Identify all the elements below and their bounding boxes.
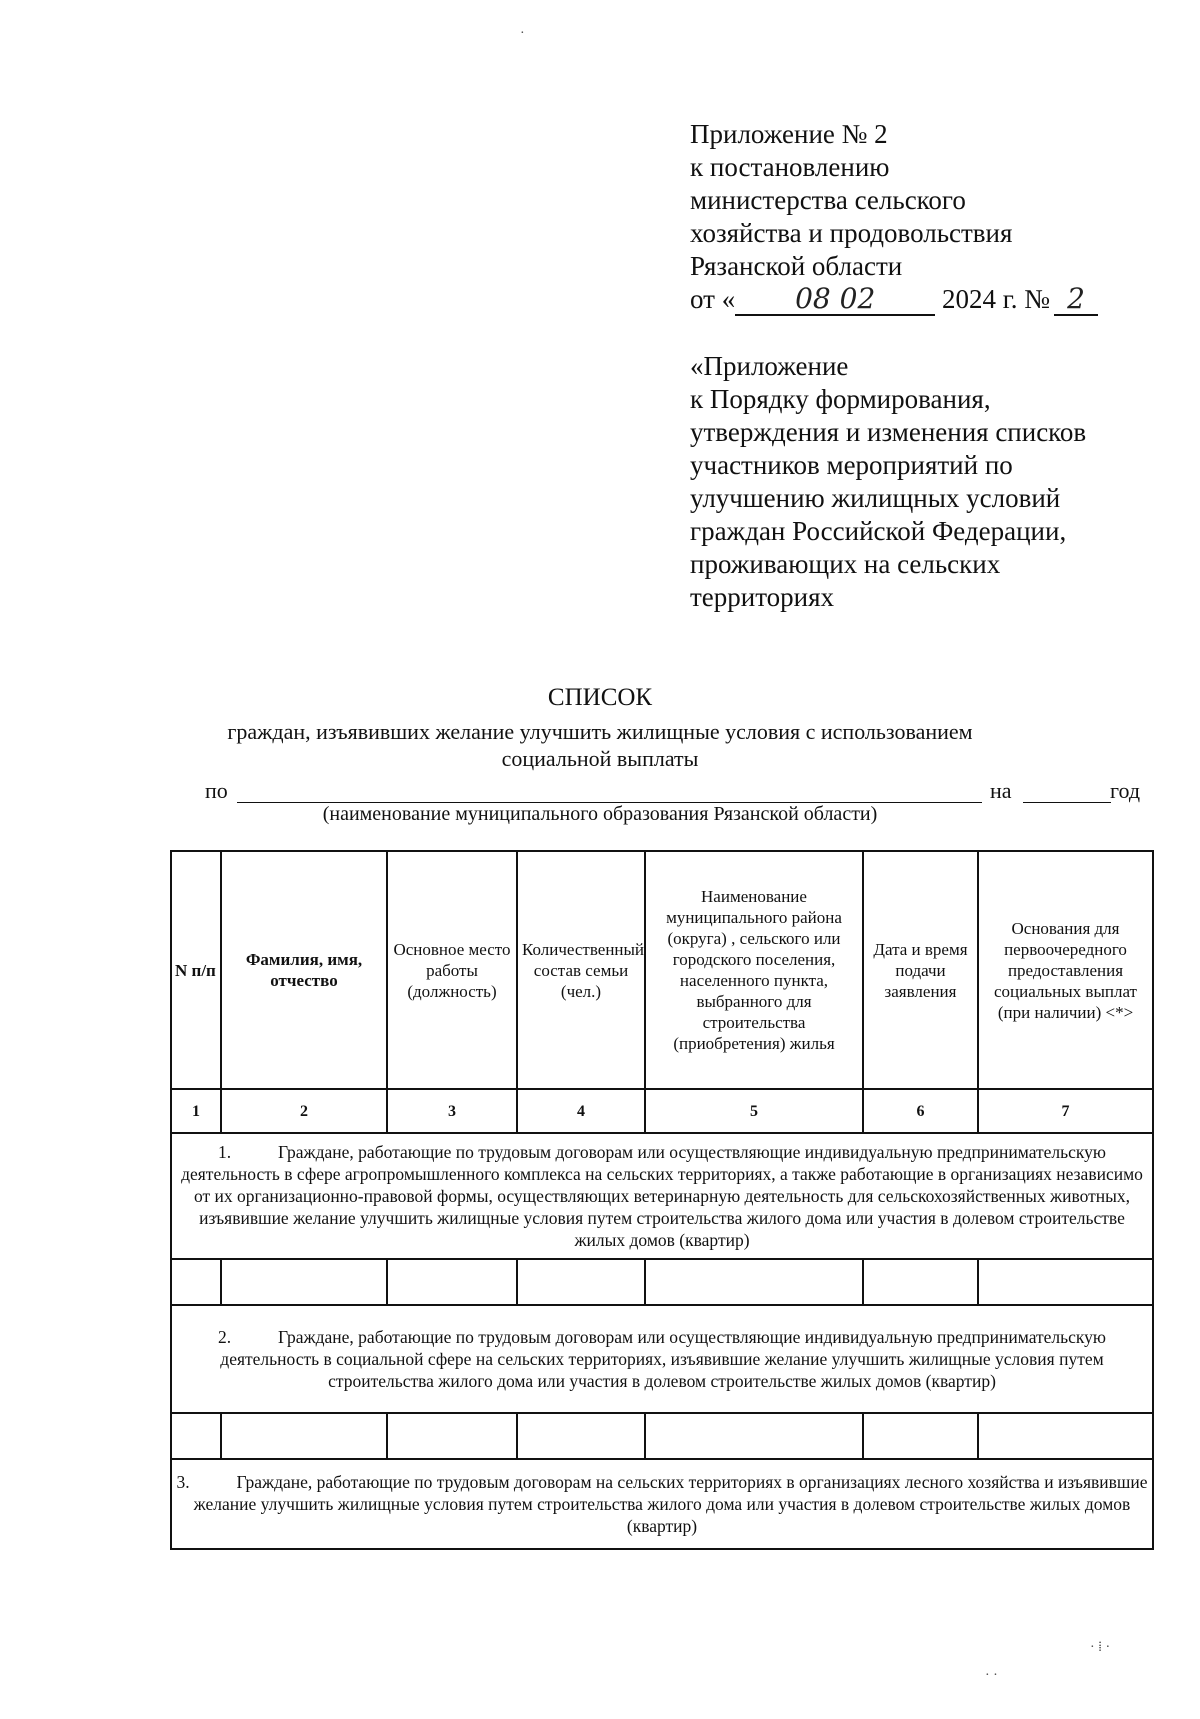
column-number: 7 [978,1089,1153,1133]
year-text: 2024 г. № [941,284,1050,314]
na-label: на [990,778,1012,803]
citizens-list-table [170,850,1154,1550]
section-number: 3. [176,1472,190,1492]
column-number: 2 [221,1089,387,1133]
empty-cell [863,1413,978,1459]
header-cell: Количественный состав семьи (чел.) [517,851,645,1089]
column-number: 5 [645,1089,863,1133]
section-text: Граждане, работающие по трудовым договорам или осуществляющие индивидуальную предпринимательскую деятельность в социальной сфере на сельских территориях, изъявившие желание улучшить жилищные условия путем строительства жилого дома или участия в долевом строительстве жилых домов (квартир) [220,1327,1106,1391]
date-field [735,284,935,316]
header-cell: Дата и время подачи заявления [863,851,978,1089]
header-cell: Основания для первоочередного предоставления социальных выплат (при наличии) <*> [978,851,1153,1089]
order-line-2: к Порядку формирования, [690,384,991,414]
order-line-8: территориях [690,582,835,612]
po-label: по [205,778,228,803]
scan-speck: · · [985,1668,998,1683]
section-row-2 [171,1305,1153,1413]
empty-cell [645,1259,863,1305]
scan-speck: · ⁞ · [1090,1640,1111,1655]
header-cell: Основное место работы (должность) [387,851,517,1089]
empty-cell [221,1259,387,1305]
empty-cell [978,1413,1153,1459]
column-number: 4 [517,1089,645,1133]
document-title: СПИСОК [547,684,653,711]
number-field [1054,284,1098,316]
appendix-title: Приложение № 2 [690,119,888,149]
section-text: Граждане, работающие по трудовым договорам или осуществляющие индивидуальную предпринимательскую деятельность в сфере агропромышленного комплекса на сельских территориях, а также работающие в организациях независимо от их организационно-правовой формы, осуществляющих ветеринарную деятельность для сельскохозяйственных животных, изъявившие желание улучшить жилищные условия путем строительства жилого дома или участия в долевом строительстве жилых домов (квартир) [181,1142,1143,1250]
municipality-line [205,778,1145,806]
scan-speck: · [520,26,525,41]
appendix-line-3: министерства сельского [690,185,966,215]
date-prefix: от « [690,284,736,314]
empty-cell [387,1413,517,1459]
appendix-date-line [690,283,1160,316]
empty-cell [517,1259,645,1305]
header-cell: N п/п [171,851,221,1089]
municipality-caption: (наименование муниципального образования Рязанской области) [322,803,878,825]
section-text: Граждане, работающие по трудовым договорам на сельских территориях в организациях лесного хозяйства и изъявившие желание улучшить жилищные условия путем строительства жилого дома или участия в долевом строительстве жилых домов (квартир) [193,1472,1148,1536]
empty-cell [171,1413,221,1459]
header-cell: Наименование муниципального района (округа) , сельского или городского поселения, населенного пункта, выбранного для строительства (приобретения) жилья [645,851,863,1089]
empty-row [171,1413,1153,1459]
column-number: 6 [863,1089,978,1133]
appendix-line-4: хозяйства и продовольствия [690,218,1013,248]
empty-cell [387,1259,517,1305]
appendix-line-5: Рязанской области [690,251,903,281]
empty-cell [517,1413,645,1459]
section-number: 2. [218,1327,232,1347]
column-number: 1 [171,1089,221,1133]
section-cell [171,1459,1153,1549]
table-header-row [171,851,1153,1089]
section-cell [171,1305,1153,1413]
order-line-4: участников мероприятий по [690,450,1013,480]
empty-row [171,1259,1153,1305]
appendix-block [690,118,1160,316]
document-subtitle-1: граждан, изъявивших желание улучшить жилищные условия с использованием [227,719,973,744]
empty-cell [221,1413,387,1459]
section-row-1 [171,1133,1153,1259]
header-cell: Фамилия, имя, отчество [221,851,387,1089]
order-line-6: граждан Российской Федерации, [690,516,1067,546]
order-line-7: проживающих на сельских [690,549,1001,579]
appendix-line-2: к постановлению [690,152,890,182]
order-line-3: утверждения и изменения списков [690,417,1087,447]
column-number: 3 [387,1089,517,1133]
empty-cell [171,1259,221,1305]
god-label: год [1110,778,1141,803]
order-line-5: улучшению жилищных условий [690,483,1061,513]
handwritten-date: 08 02 [795,282,876,315]
handwritten-number: 2 [1067,282,1085,315]
empty-cell [863,1259,978,1305]
empty-cell [645,1413,863,1459]
section-number: 1. [218,1142,232,1162]
table-number-row [171,1089,1153,1133]
order-line-1: «Приложение [690,351,849,381]
document-subtitle-2: социальной выплаты [501,746,699,771]
order-reference-block [690,350,1170,614]
empty-cell [978,1259,1153,1305]
section-row-3 [171,1459,1153,1549]
section-cell [171,1133,1153,1259]
